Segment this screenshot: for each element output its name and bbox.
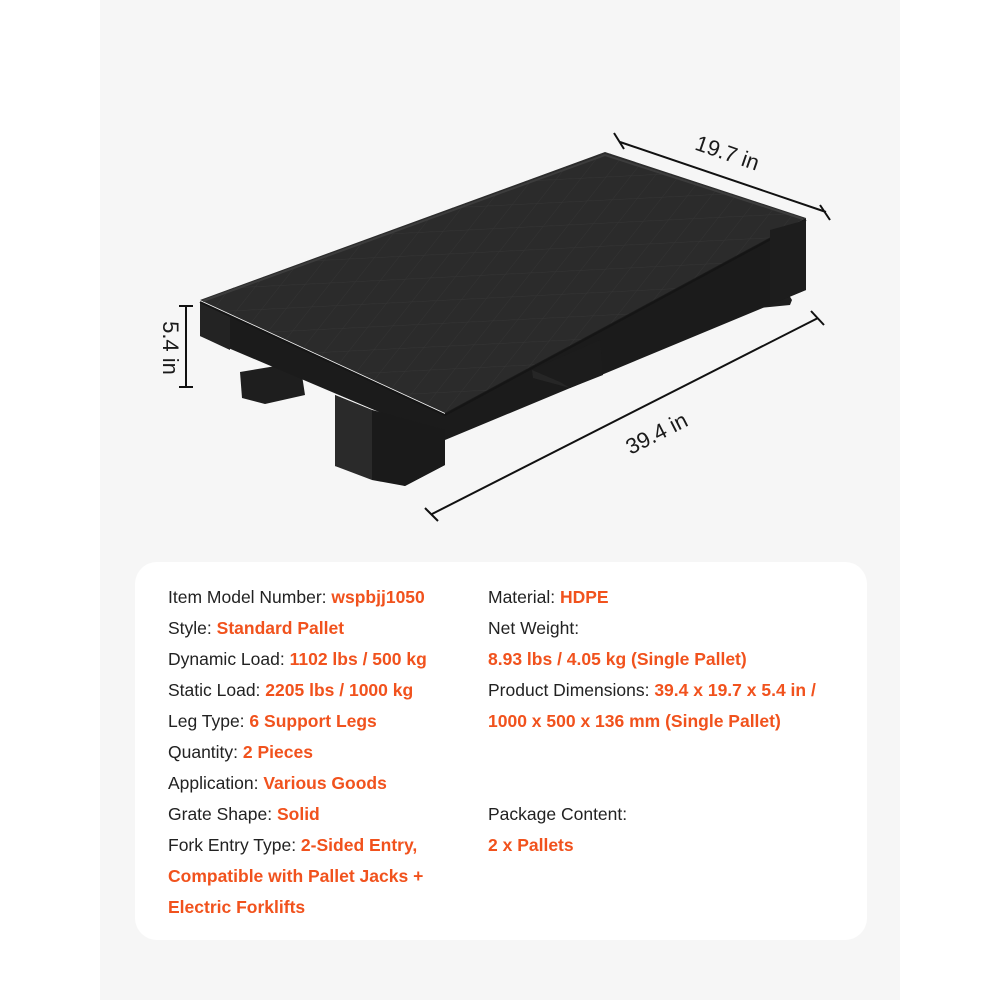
front-right-leg <box>770 220 806 305</box>
spec-product-dimensions <box>488 675 848 706</box>
spec-label: Material: <box>488 587 560 607</box>
spec-label: Package Content: <box>488 804 628 824</box>
specifications-card <box>135 562 867 940</box>
spec-label: Dynamic Load: <box>168 649 290 669</box>
spec-fork-entry-type <box>168 830 468 861</box>
spec-value: 2 x Pallets <box>488 835 574 855</box>
spec-value: 8.93 lbs / 4.05 kg (Single Pallet) <box>488 649 747 669</box>
spec-package-content-value <box>488 830 848 861</box>
spec-label: Fork Entry Type: <box>168 835 301 855</box>
spec-product-dimensions-metric <box>488 706 848 737</box>
width-label: 19.7 in <box>692 130 763 176</box>
spacer <box>488 737 848 768</box>
spec-value: wspbjj1050 <box>331 587 425 607</box>
specs-right-column <box>488 582 848 861</box>
specs-left-column <box>168 582 468 923</box>
spec-value: Standard Pallet <box>216 618 345 638</box>
spec-value: 2-Sided Entry, <box>300 835 418 855</box>
spec-label: Net Weight: <box>488 618 580 638</box>
spec-value: 2205 lbs / 1000 kg <box>265 680 414 700</box>
spec-value: Electric Forklifts <box>168 897 306 917</box>
spec-value: 2 Pieces <box>242 742 313 762</box>
spec-net-weight-value <box>488 644 848 675</box>
spec-application <box>168 768 468 799</box>
spec-label: Item Model Number: <box>168 587 332 607</box>
spec-model-number <box>168 582 468 613</box>
spec-value: Compatible with Pallet Jacks + <box>168 866 424 886</box>
spec-label: Product Dimensions: <box>488 680 655 700</box>
spec-leg-type <box>168 706 468 737</box>
spec-net-weight <box>488 613 848 644</box>
spec-value: 1000 x 500 x 136 mm (Single Pallet) <box>488 711 781 731</box>
spec-label: Grate Shape: <box>168 804 277 824</box>
height-label: 5.4 in <box>158 321 183 375</box>
spec-label: Application: <box>168 773 264 793</box>
spec-dynamic-load <box>168 644 468 675</box>
spec-value: Various Goods <box>263 773 387 793</box>
spec-label: Style: <box>168 618 217 638</box>
spec-value: 39.4 x 19.7 x 5.4 in / <box>654 680 816 700</box>
spec-value: 6 Support Legs <box>249 711 377 731</box>
spec-fork-entry-continued <box>168 861 468 892</box>
spec-label: Leg Type: <box>168 711 250 731</box>
spec-value: 1102 lbs / 500 kg <box>289 649 427 669</box>
length-label: 39.4 in <box>621 407 692 460</box>
spec-value: Solid <box>276 804 320 824</box>
spec-grate-shape <box>168 799 468 830</box>
spec-fork-entry-continued <box>168 892 468 923</box>
spacer <box>488 768 848 799</box>
spec-quantity <box>168 737 468 768</box>
spec-value: HDPE <box>559 587 609 607</box>
spec-label: Static Load: <box>168 680 266 700</box>
spec-material <box>488 582 848 613</box>
spec-static-load <box>168 675 468 706</box>
spec-style <box>168 613 468 644</box>
spec-package-content <box>488 799 848 830</box>
spec-label: Quantity: <box>168 742 243 762</box>
